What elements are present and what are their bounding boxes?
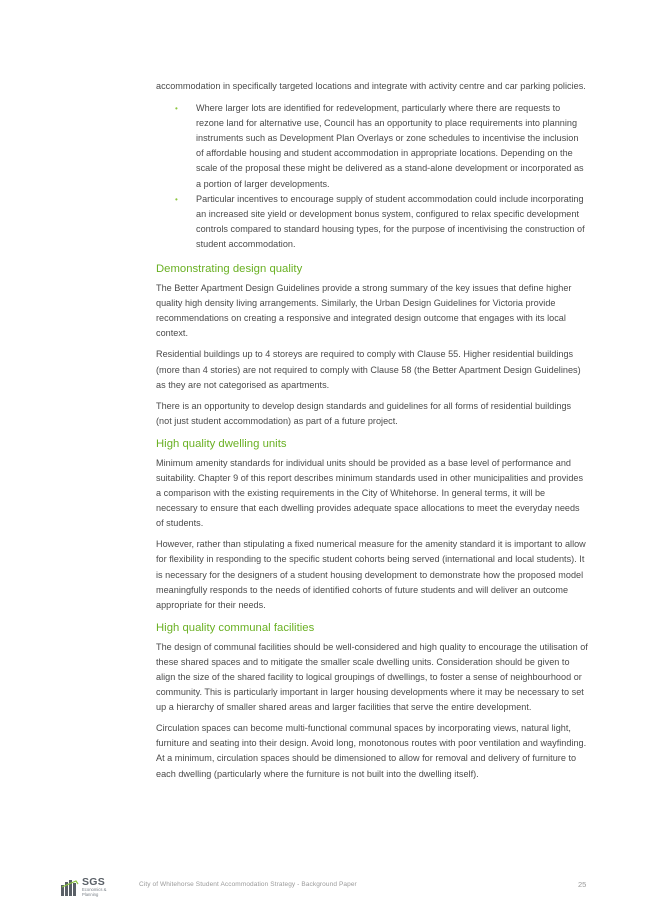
incentive-bullet-list [156,101,588,252]
page-number: 25 [578,880,587,889]
logo-subtitle: Economics & Planning [82,887,107,897]
bullet-item [156,192,588,252]
intro-paragraph: accommodation in specifically targeted locations and integrate with activity centre and car parking policies. [156,81,586,91]
body-paragraph: The design of communal facilities should be well-considered and high quality to encourage the utilisation of these shared spaces and to mitigate the smaller scale dwelling units. Consideration should be given to align the size of the shared facility to logical groupings of dwellings, to foster a sense of neighbourhood or community. This is particularly important in larger housing developments where it may be necessary to set up a hierarchy of smaller shared areas and larger facilities that serve the entire development. [156,641,588,713]
sgs-logo-icon [60,879,80,897]
section-heading: Demonstrating design quality [156,263,303,276]
bullet-icon: • [175,194,178,204]
bullet-item [156,101,588,192]
body-paragraph: However, rather than stipulating a fixed numerical measure for the amenity standard it is important to allow for flexibility in responding to the specific student cohorts being served (international and local students). It is necessary for the designers of a student housing development to demonstrate how the proposed model meaningfully responds to the needs of identified cohorts of future students and will deliver an outcome appropriate for their needs. [156,539,586,610]
logo-name: SGS [82,876,106,888]
section-heading: High quality communal facilities [156,621,315,634]
document-title: City of Whitehorse Student Accommodation Strategy - Background Paper [139,881,357,888]
body-paragraph: There is an opportunity to develop design standards and guidelines for all forms of residential buildings (not just student accommodation) as part of a future project. [156,400,572,426]
section-communal-facilities [156,621,588,782]
page-content [156,79,588,788]
bullet-icon: • [175,104,178,114]
sgs-logo [60,877,112,899]
body-paragraph: Circulation spaces can become multi-functional communal spaces by incorporating views, natural light, furniture and seating into their design. Avoid long, monotonous routes with poor ventilation and wayfinding. At a minimum, circulation spaces should be dimensioned to allow for removal and delivery of furniture to each dwelling (particularly where the furniture is not built into the dwelling itself). [156,723,587,779]
section-heading: High quality dwelling units [156,437,287,450]
section-design-quality [156,262,588,429]
body-paragraph: Minimum amenity standards for individual units should be provided as a base level of performance and suitability. Chapter 9 of this report describes minimum standards used in other municipalities and provides a comparison with the existing requirements in the City of Whitehorse. In general terms, it will be necessary to ensure that each dwelling provides adequate space allocations to meet the everyday needs of students. [156,457,584,529]
page-footer [0,872,653,902]
body-paragraph: The Better Apartment Design Guidelines provide a strong summary of the key issues that define higher quality high density living arrangements. Similarly, the Urban Design Guidelines for Victoria provide recommendations on creating a responsive and integrated design outcome that engages with its local context. [156,283,572,339]
bullet-text: Particular incentives to encourage supply of student accommodation could include incorporating an increased site yield or development bonus system, configured to relax specific development controls compared to standard housing types, for the purpose of incentivising the construction of student accommodation. [196,193,585,249]
section-dwelling-units [156,437,588,613]
body-paragraph: Residential buildings up to 4 storeys are required to comply with Clause 55. Higher residential buildings (more than 4 stories) are not required to comply with Clause 58 (the Better Apartment Design Guidelines) as they are not categorised as apartments. [156,349,581,390]
bullet-text: Where larger lots are identified for redevelopment, particularly where there are requests to rezone land for alternative use, Council has an opportunity to place requirements into planning instruments such as Development Plan Overlays or zone schedules to incentivise the inclusion of affordable housing and student accommodation in appropriate locations. Depending on the scale of the proposal these might be delivered as a stand-alone development or incorporated as a portion of larger developments. [196,103,584,189]
